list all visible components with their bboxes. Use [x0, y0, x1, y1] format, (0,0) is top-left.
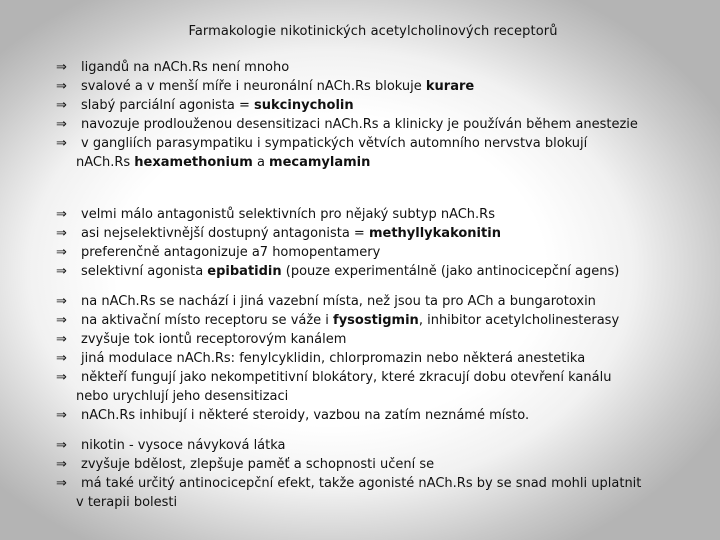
slide-title: Farmakologie nikotinických acetylcholinových receptorů	[188, 24, 558, 39]
text-segment: na nACh.Rs se nachází i jiná vazební místa, než jsou ta pro ACh a bungarotoxin	[81, 294, 596, 309]
bold-term: methyllykakonitin	[368, 226, 501, 241]
arrow-icon: ⇒	[56, 370, 67, 385]
text-segment: a	[252, 155, 270, 170]
bullet-item	[56, 205, 666, 224]
bullet-item	[56, 474, 666, 512]
text-segment: nebo urychlují jeho desensitizaci	[76, 389, 289, 404]
bullet-item	[56, 406, 666, 425]
bullet-item	[56, 134, 666, 172]
bullet-item	[56, 58, 666, 77]
bullet-item	[56, 224, 666, 243]
arrow-icon: ⇒	[56, 264, 67, 279]
bullet-group	[56, 292, 666, 425]
text-segment: velmi málo antagonistů selektivních pro nějaký subtyp nACh.Rs	[81, 207, 495, 222]
bullet-item	[56, 243, 666, 262]
bullet-item	[56, 436, 666, 455]
text-segment: asi nejselektivnější dostupný antagonista =	[81, 226, 369, 241]
bullet-text	[81, 455, 666, 474]
bullet-group	[56, 205, 666, 281]
bullet-item	[56, 455, 666, 474]
arrow-icon: ⇒	[56, 79, 67, 94]
arrow-icon: ⇒	[56, 438, 67, 453]
bullet-text	[81, 77, 666, 96]
bullet-item	[56, 311, 666, 330]
bullet-group	[56, 436, 666, 512]
bullet-text	[81, 134, 666, 153]
bullet-text	[81, 243, 666, 262]
arrow-icon: ⇒	[56, 60, 67, 75]
bullet-text	[81, 205, 666, 224]
bullet-item	[56, 115, 666, 134]
slide-title-row	[0, 24, 720, 39]
text-segment: slabý parciální agonista =	[81, 98, 255, 113]
arrow-icon: ⇒	[56, 245, 67, 260]
bullet-text	[81, 115, 666, 134]
bold-term: fysostigmin	[333, 313, 419, 328]
text-segment: , inhibitor acetylcholinesterasy	[418, 313, 620, 328]
arrow-icon: ⇒	[56, 351, 67, 366]
bullet-text	[81, 406, 666, 425]
bullet-text	[81, 436, 666, 455]
bullet-item	[56, 96, 666, 115]
text-segment: jiná modulace nACh.Rs: fenylcyklidin, chlorpromazin nebo některá anestetika	[81, 351, 586, 366]
text-segment: selektivní agonista	[81, 264, 208, 279]
bullet-text	[81, 262, 666, 281]
arrow-icon: ⇒	[56, 408, 67, 423]
arrow-icon: ⇒	[56, 332, 67, 347]
bold-term: kurare	[425, 79, 475, 94]
text-segment: zvyšuje tok iontů receptorovým kanálem	[81, 332, 347, 347]
arrow-icon: ⇒	[56, 117, 67, 132]
text-segment: v gangliích parasympatiku i sympatických větvích automního nervstva blokují	[81, 136, 588, 151]
bullet-text	[81, 96, 666, 115]
bullet-text-continuation	[76, 387, 666, 406]
text-segment: v terapii bolesti	[76, 495, 178, 510]
bullet-text	[81, 330, 666, 349]
text-segment: nikotin - vysoce návyková látka	[81, 438, 286, 453]
bold-term: sukcinycholin	[254, 98, 354, 113]
bold-term: epibatidin	[207, 264, 282, 279]
text-segment: nACh.Rs inhibují i některé steroidy, vazbou na zatím neznámé místo.	[81, 408, 530, 423]
text-segment: nACh.Rs	[76, 155, 135, 170]
bullet-text-continuation	[76, 153, 666, 172]
bullet-group	[56, 58, 666, 172]
bullet-item	[56, 330, 666, 349]
arrow-icon: ⇒	[56, 313, 67, 328]
arrow-icon: ⇒	[56, 226, 67, 241]
bullet-text	[81, 292, 666, 311]
arrow-icon: ⇒	[56, 136, 67, 151]
bullet-item	[56, 77, 666, 96]
arrow-icon: ⇒	[56, 294, 67, 309]
bullet-text	[81, 311, 666, 330]
bullet-item	[56, 349, 666, 368]
bullet-text	[81, 224, 666, 243]
text-segment: někteří fungují jako nekompetitivní blokátory, které zkracují dobu otevření kanálu	[81, 370, 612, 385]
bullet-item	[56, 368, 666, 406]
bold-term: hexamethonium	[134, 155, 253, 170]
arrow-icon: ⇒	[56, 207, 67, 222]
bullet-text	[81, 58, 666, 77]
bullet-text-continuation	[76, 493, 666, 512]
bullet-text	[81, 474, 666, 493]
text-segment: ligandů na nACh.Rs není mnoho	[81, 60, 290, 75]
text-segment: zvyšuje bdělost, zlepšuje paměť a schopnosti učení se	[81, 457, 435, 472]
text-segment: na aktivační místo receptoru se váže i	[81, 313, 334, 328]
bullet-text	[81, 368, 666, 387]
text-segment: má také určitý antinocicepční efekt, takže agonisté nACh.Rs by se snad mohli uplatnit	[81, 476, 642, 491]
bold-term: mecamylamin	[269, 155, 371, 170]
bullet-text	[81, 349, 666, 368]
arrow-icon: ⇒	[56, 457, 67, 472]
arrow-icon: ⇒	[56, 98, 67, 113]
text-segment: preferenčně antagonizuje a7 homopentamery	[81, 245, 381, 260]
bullet-item	[56, 292, 666, 311]
arrow-icon: ⇒	[56, 476, 67, 491]
bullet-item	[56, 262, 666, 281]
text-segment: navozuje prodlouženou desensitizaci nACh.Rs a klinicky je používán během anestezie	[81, 117, 638, 132]
text-segment: (pouze experimentálně (jako antinocicepční agens)	[281, 264, 620, 279]
text-segment: svalové a v menší míře i neuronální nACh.Rs blokuje	[81, 79, 426, 94]
